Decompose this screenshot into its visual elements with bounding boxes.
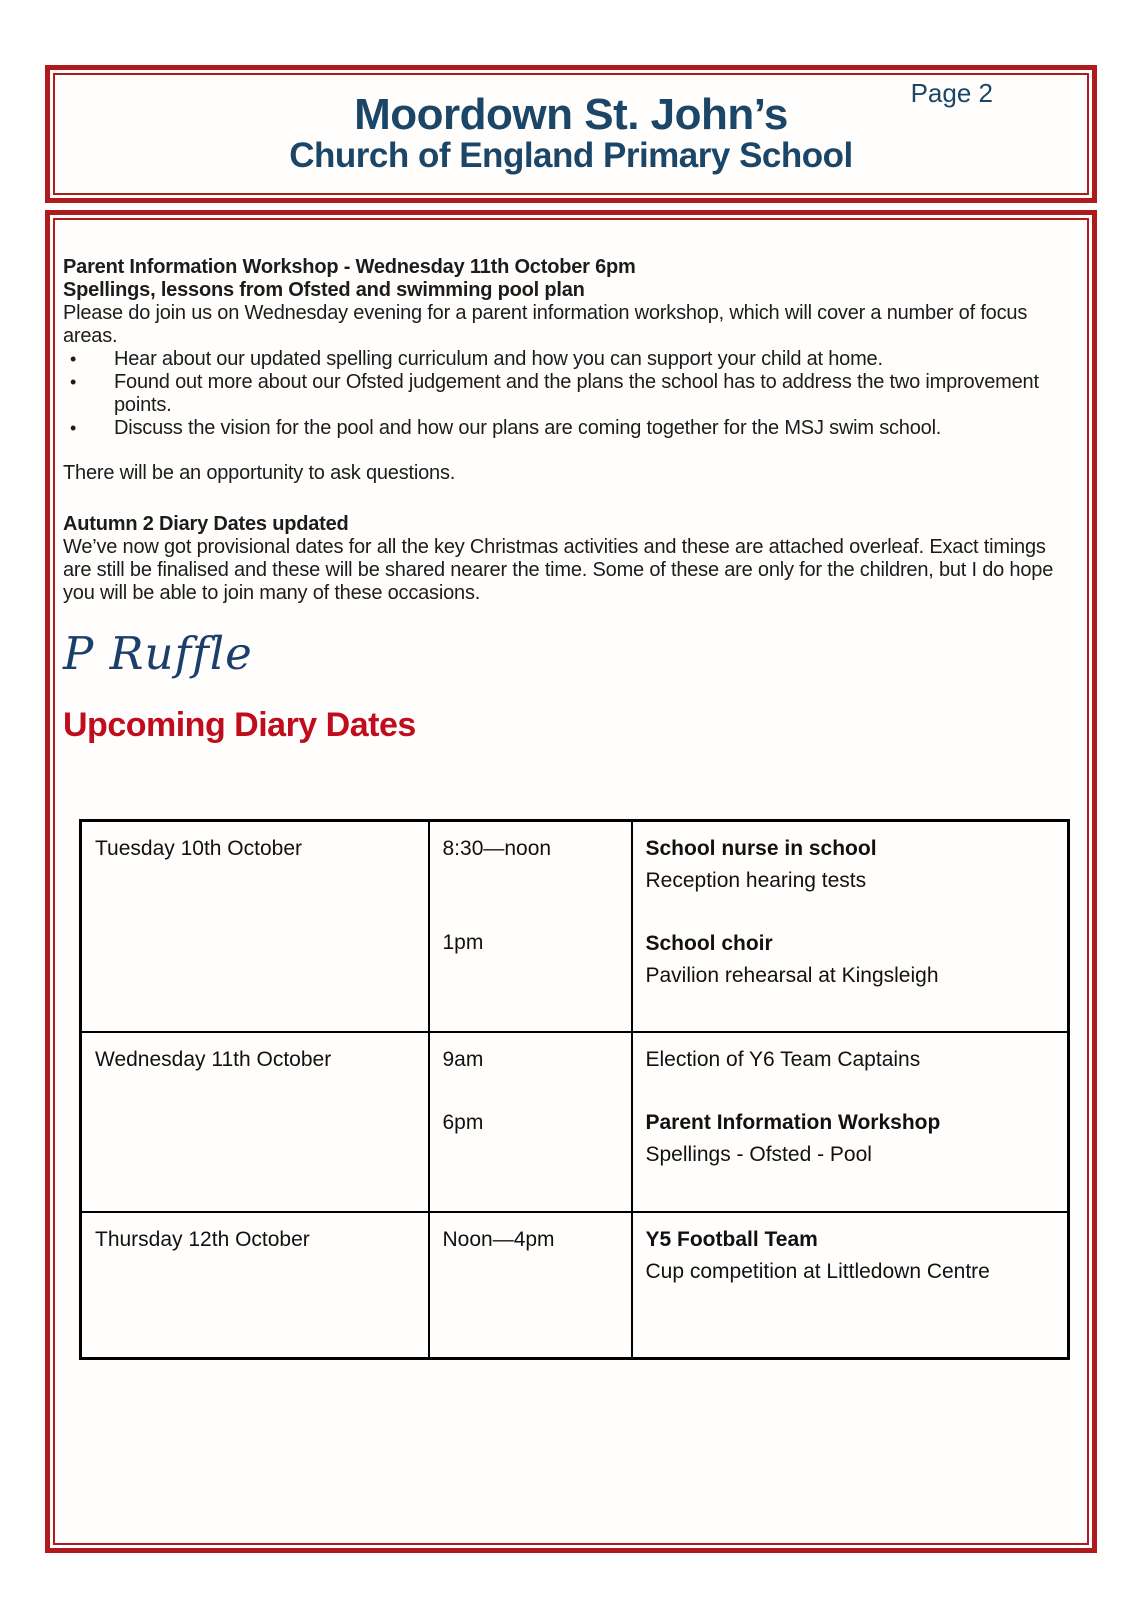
- event-detail: Pavilion rehearsal at Kingsleigh: [645, 964, 939, 987]
- bullet-icon: •: [70, 372, 77, 392]
- bullet-text: Found out more about our Ofsted judgement and the plans the school has to address the two improvement points.: [114, 371, 1039, 416]
- table-row: [81, 1032, 1069, 1212]
- list-item: [63, 417, 1063, 440]
- diary-time: 9am: [442, 1047, 484, 1071]
- list-item: [63, 371, 1063, 417]
- headteacher-signature: P Ruffle: [63, 627, 253, 680]
- diary-time-cell: [429, 821, 632, 1032]
- diary-time: 6pm: [442, 1110, 484, 1134]
- diary-date-cell: Thursday 12th October: [81, 1212, 429, 1359]
- diary-time-cell: [429, 1212, 632, 1359]
- newsletter-body-box: [45, 210, 1097, 1553]
- workshop-intro: Please do join us on Wednesday evening for a parent information workshop, which will cover a number of focus areas.: [63, 302, 1028, 347]
- school-name: Moordown St. John’s: [354, 90, 788, 139]
- event-detail: Reception hearing tests: [645, 869, 867, 892]
- school-subtitle: Church of England Primary School: [289, 136, 853, 176]
- bullet-text: Hear about our updated spelling curriculum and how you can support your child at home.: [114, 348, 883, 370]
- event-detail: Cup competition at Littledown Centre: [645, 1259, 990, 1283]
- diary-event-cell: [632, 821, 1069, 1032]
- header-box-inner: [53, 73, 1089, 195]
- bullet-icon: •: [70, 349, 77, 369]
- header-box: [45, 65, 1097, 203]
- bullet-icon: •: [70, 418, 77, 438]
- list-item: [63, 348, 1063, 371]
- diary-event-cell: [632, 1212, 1069, 1359]
- diary-time: 8:30—noon: [442, 837, 552, 860]
- page-number: Page 2: [910, 78, 993, 108]
- diary-table: [79, 819, 1070, 1360]
- table-row: [81, 821, 1069, 1032]
- diary-event: [646, 1224, 1056, 1288]
- event-detail: Spellings - Ofsted - Pool: [645, 1142, 872, 1166]
- workshop-heading-line1: Parent Information Workshop - Wednesday 11th October 6pm: [63, 256, 636, 278]
- upcoming-diary-dates-heading: Upcoming Diary Dates: [63, 706, 416, 744]
- workshop-heading-line2: Spellings, lessons from Ofsted and swimming pool plan: [63, 279, 585, 301]
- diary-time-cell: [429, 1032, 632, 1212]
- diary-event: [646, 928, 1056, 992]
- workshop-bullet-list: [63, 348, 1063, 440]
- event-title: Y5 Football Team: [645, 1227, 818, 1251]
- diary-update-heading: Autumn 2 Diary Dates updated: [63, 513, 349, 535]
- table-row: [81, 1212, 1069, 1359]
- event-title: Parent Information Workshop: [645, 1110, 941, 1134]
- diary-date-cell: Wednesday 11th October: [81, 1032, 429, 1212]
- newsletter-body-inner: [53, 218, 1089, 1545]
- bullet-text: Discuss the vision for the pool and how our plans are coming together for the MSJ swim school.: [114, 417, 942, 439]
- diary-event: [646, 833, 1056, 897]
- event-title: School choir: [645, 932, 773, 955]
- event-title: Election of Y6 Team Captains: [645, 1047, 921, 1071]
- diary-event: [646, 1107, 1056, 1171]
- diary-time: 1pm: [442, 931, 484, 954]
- diary-event: [646, 1044, 1056, 1076]
- diary-event-cell: [632, 1032, 1069, 1212]
- diary-update-body: We’ve now got provisional dates for all the key Christmas activities and these are attached overleaf. Exact timings are still be finalised and these will be shared nearer the time. Some of these are only for the children, but I do hope you will be able to join many of these occasions.: [63, 536, 1054, 604]
- diary-time: Noon—4pm: [442, 1227, 555, 1251]
- event-title: School nurse in school: [645, 837, 877, 860]
- diary-date-cell: Tuesday 10th October: [81, 821, 429, 1032]
- workshop-followup: There will be an opportunity to ask questions.: [63, 462, 456, 484]
